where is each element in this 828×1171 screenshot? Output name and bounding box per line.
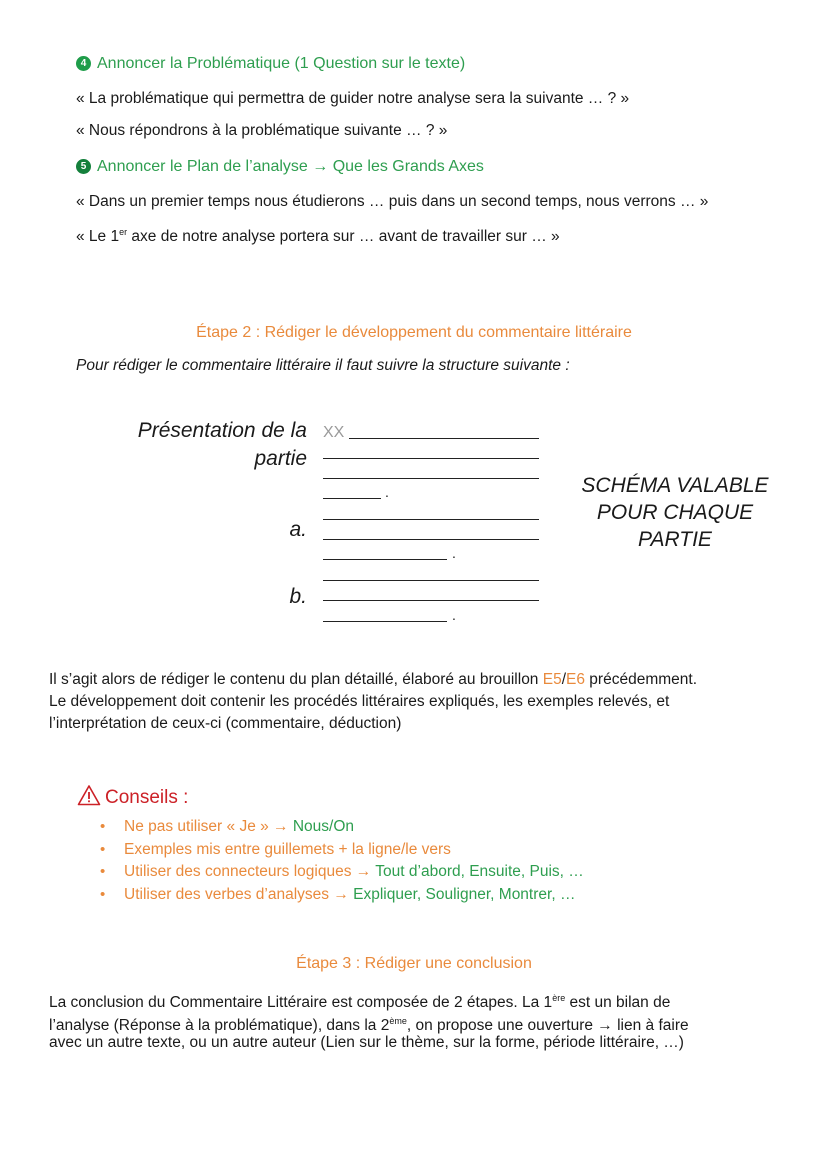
dev-paragraph-line-2: Le développement doit contenir les procédés littéraires expliqués, les exemples relevés, et xyxy=(49,693,670,710)
conclusion-line-1: La conclusion du Commentaire Littéraire est composée de 2 étapes. La 1ère est un bilan de xyxy=(49,993,671,1012)
schema-label-b: b. xyxy=(289,585,307,608)
schema-line xyxy=(323,458,539,459)
schema-note: SCHÉMA VALABLE POUR CHAQUE PARTIE xyxy=(581,474,769,551)
ref-e6: E6 xyxy=(566,671,585,688)
conclusion-line-2: l’analyse (Réponse à la problématique), dans la 2ème, on propose une ouverture → lien à faire xyxy=(49,1016,689,1035)
warning-icon xyxy=(77,784,101,806)
schema-line-short xyxy=(323,559,447,560)
step-5-title: Annoncer le Plan de l’analyse → Que les Grands Axes xyxy=(97,158,484,175)
quote-plan-2: « Le 1er axe de notre analyse portera sur … avant de travailler sur … » xyxy=(76,227,560,246)
quote-problematique-2: « Nous répondrons à la problématique suivante … ? » xyxy=(76,122,448,139)
conclusion-line-3: avec un autre texte, ou un autre auteur (Lien sur le thème, sur la forme, période littéraire, …) xyxy=(49,1034,684,1051)
step-number-5-icon: 5 xyxy=(76,159,91,174)
list-item: • Exemples mis entre guillemets + la ligne/le vers xyxy=(100,841,584,864)
list-item: • Ne pas utiliser « Je » → Nous/On xyxy=(100,818,584,841)
schema-dot: . xyxy=(452,607,456,623)
schema-label-a: a. xyxy=(289,518,307,541)
conseils-list xyxy=(100,818,584,909)
schema-line xyxy=(349,438,539,439)
schema-placeholder: XX xyxy=(323,424,345,441)
etape-2-heading: Étape 2 : Rédiger le développement du commentaire littéraire xyxy=(196,324,632,341)
schema-line xyxy=(323,478,539,479)
schema-dot: . xyxy=(452,545,456,561)
schema-line xyxy=(323,539,539,540)
step-5-heading xyxy=(76,158,484,176)
conseils-heading xyxy=(77,784,188,809)
schema-label-presentation: Présentation de la xyxy=(137,419,307,442)
list-item: • Utiliser des verbes d’analyses → Expliquer, Souligner, Montrer, … xyxy=(100,886,584,909)
schema-label-partie: partie xyxy=(254,447,307,470)
step-4-heading xyxy=(76,55,465,73)
ref-e5: E5 xyxy=(542,671,562,688)
conseils-title: Conseils : xyxy=(105,787,189,808)
dev-paragraph-line-1: Il s’agit alors de rédiger le contenu du plan détaillé, élaboré au brouillon E5/E6 précédemment. xyxy=(49,671,697,688)
schema-line xyxy=(323,519,539,520)
step-4-title: Annoncer la Problématique (1 Question sur le texte) xyxy=(97,55,466,72)
schema-line xyxy=(323,580,539,581)
etape-3-heading: Étape 3 : Rédiger une conclusion xyxy=(296,955,532,972)
list-item: • Utiliser des connecteurs logiques → Tout d’abord, Ensuite, Puis, … xyxy=(100,863,584,886)
schema-line xyxy=(323,600,539,601)
quote-plan-1: « Dans un premier temps nous étudierons … puis dans un second temps, nous verrons … » xyxy=(76,193,709,210)
schema-line-short xyxy=(323,621,447,622)
etape-2-intro: Pour rédiger le commentaire littéraire il faut suivre la structure suivante : xyxy=(76,357,570,374)
quote-problematique-1: « La problématique qui permettra de guider notre analyse sera la suivante … ? » xyxy=(76,90,630,107)
schema-line-short xyxy=(323,498,381,499)
step-number-4-icon: 4 xyxy=(76,56,91,71)
dev-paragraph-line-3: l’interprétation de ceux-ci (commentaire, déduction) xyxy=(49,715,402,732)
schema-dot: . xyxy=(385,484,389,500)
